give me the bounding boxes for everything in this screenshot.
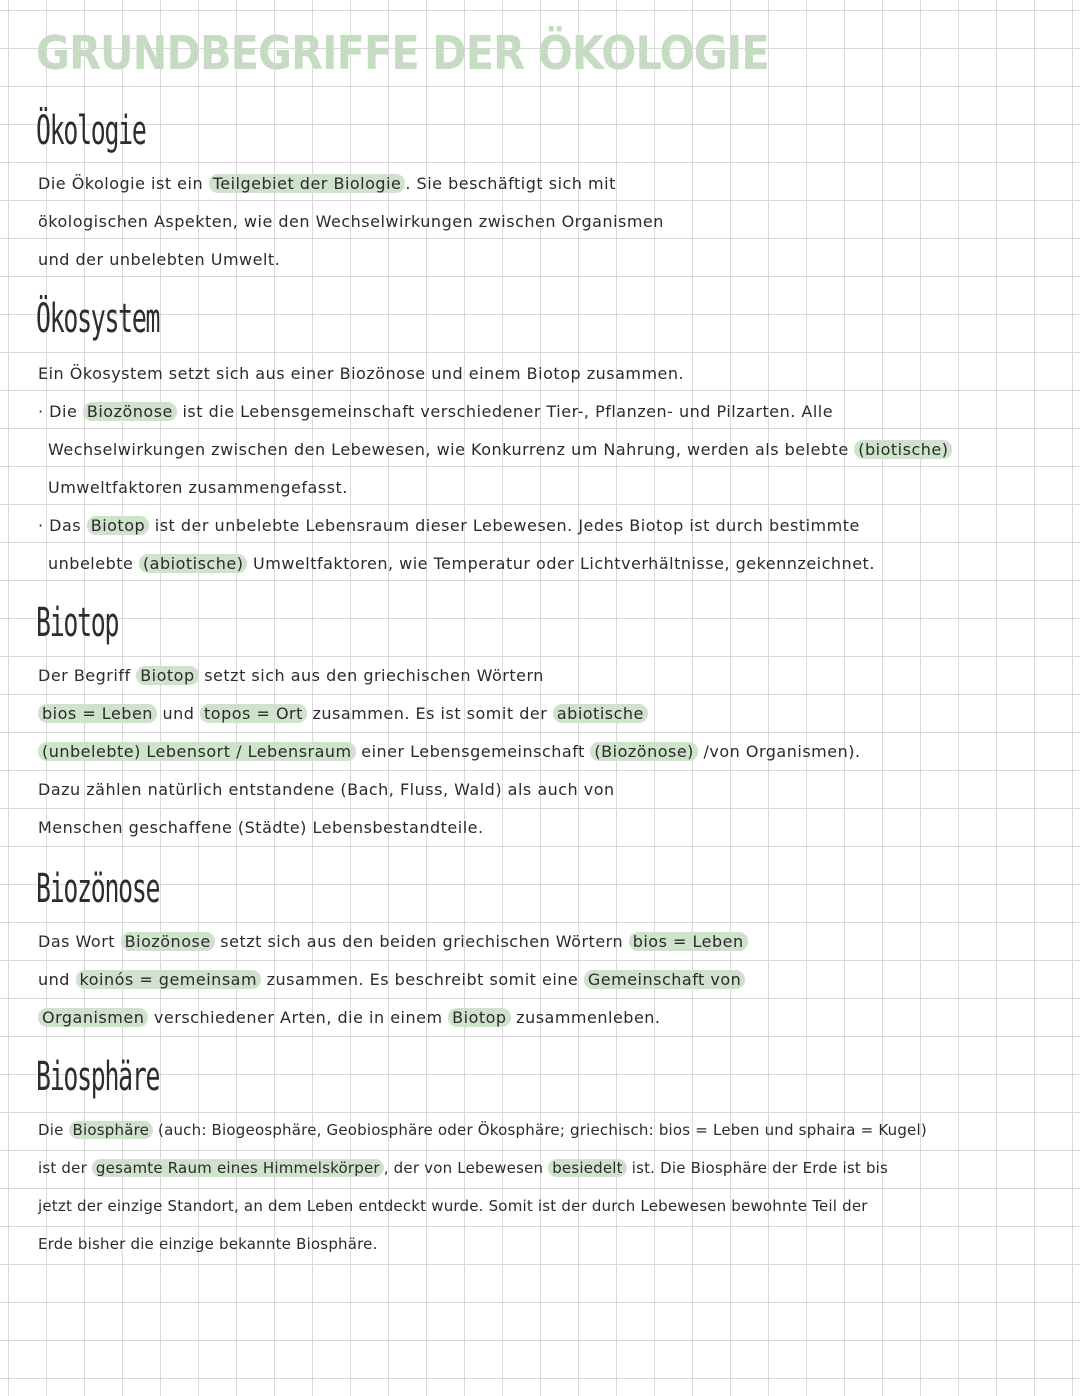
text: , der von Lebewesen — [383, 1159, 549, 1177]
text: unbelebte — [48, 554, 139, 573]
oekosystem-line-6 — [48, 554, 875, 574]
text: ist. Die Biosphäre der Erde ist bis — [626, 1159, 889, 1177]
text: ist der — [38, 1159, 92, 1177]
highlight-abiotische: abiotische — [553, 704, 648, 723]
text: ist der unbelebte Lebensraum dieser Lebewesen. Jedes Biotop ist durch bestimmte — [149, 516, 860, 535]
highlight-biotop: Biotop — [87, 516, 149, 535]
oekosystem-line-5 — [38, 516, 860, 536]
text: setzt sich aus den beiden griechischen Wörtern — [214, 932, 629, 951]
heading-oekosystem: Ökosystem — [36, 296, 160, 342]
text: zusammenleben. — [510, 1008, 661, 1027]
text: Die — [38, 1121, 69, 1139]
biozoenose-line-3 — [38, 1008, 661, 1028]
highlight-teilgebiet: Teilgebiet der Biologie — [209, 174, 406, 193]
biosphaere-line-3: jetzt der einzige Standort, an dem Leben entdeckt wurde. Somit ist der durch Lebewesen bewohnte Teil der — [38, 1197, 868, 1215]
highlight-gemeinschaft: Gemeinschaft von — [584, 970, 745, 989]
text: /von Organismen). — [697, 742, 861, 761]
highlight-bios: bios = Leben — [629, 932, 748, 951]
text: ist die Lebensgemeinschaft verschiedener Tier-, Pflanzen- und Pilzarten. Alle — [176, 402, 834, 421]
text: Wechselwirkungen zwischen den Lebewesen, wie Konkurrenz um Nahrung, werden als belebte — [48, 440, 855, 459]
text: verschiedener Arten, die in einem — [148, 1008, 449, 1027]
highlight-biozoenose: Biozönose — [83, 402, 177, 421]
highlight-topos: topos = Ort — [200, 704, 307, 723]
oekologie-line-1 — [38, 174, 616, 194]
highlight-biozoenose: Biozönose — [121, 932, 215, 951]
biosphaere-line-2 — [38, 1158, 888, 1178]
oekosystem-line-4: Umweltfaktoren zusammengefasst. — [48, 478, 348, 497]
highlight-abiotisch: (abiotische) — [139, 554, 248, 573]
text: Umweltfaktoren, wie Temperatur oder Lichtverhältnisse, gekennzeichnet. — [247, 554, 875, 573]
heading-biozoenose: Biozönose — [36, 866, 160, 912]
highlight-biotop: Biotop — [136, 666, 198, 685]
highlight-lebensort: (unbelebte) Lebensort / Lebensraum — [38, 742, 356, 761]
heading-biotop: Biotop — [36, 600, 119, 646]
highlight-biotop: Biotop — [448, 1008, 510, 1027]
text: · Das — [38, 516, 87, 535]
biotop-line-1 — [38, 666, 544, 686]
text: Das Wort — [38, 932, 121, 951]
oekosystem-line-1: Ein Ökosystem setzt sich aus einer Biozönose und einem Biotop zusammen. — [38, 364, 685, 383]
text: (auch: Biogeosphäre, Geobiosphäre oder Ökosphäre; griechisch: bios = Leben und sphaira = Kugel) — [153, 1121, 927, 1139]
biozoenose-line-2 — [38, 970, 745, 990]
highlight-organismen: Organismen — [38, 1008, 148, 1027]
page-title: GRUNDBEGRIFFE DER ÖKOLOGIE — [36, 26, 769, 80]
heading-biosphaere: Biosphäre — [36, 1054, 160, 1100]
text: und — [38, 970, 76, 989]
heading-oekologie: Ökologie — [36, 108, 146, 154]
biosphaere-line-4: Erde bisher die einzige bekannte Biosphäre. — [38, 1235, 378, 1253]
oekosystem-line-2 — [38, 402, 833, 422]
text: setzt sich aus den griechischen Wörtern — [198, 666, 544, 685]
highlight-himmelskoerper: gesamte Raum eines Himmelskörper — [92, 1159, 384, 1177]
biotop-line-2 — [38, 704, 648, 724]
text: und — [156, 704, 201, 723]
text: Die Ökologie ist ein — [38, 174, 209, 193]
text: Der Begriff — [38, 666, 137, 685]
oekosystem-line-3 — [48, 440, 952, 460]
highlight-biozoenose: (Biozönose) — [590, 742, 698, 761]
highlight-biotisch: (biotische) — [854, 440, 952, 459]
biosphaere-line-1 — [38, 1120, 927, 1140]
text: zusammen. Es ist somit der — [306, 704, 553, 723]
oekologie-line-3: und der unbelebten Umwelt. — [38, 250, 281, 269]
highlight-biosphaere: Biosphäre — [69, 1121, 154, 1139]
text: einer Lebensgemeinschaft — [355, 742, 591, 761]
oekologie-line-2: ökologischen Aspekten, wie den Wechselwirkungen zwischen Organismen — [38, 212, 664, 231]
text: · Die — [38, 402, 83, 421]
biotop-line-5: Menschen geschaffene (Städte) Lebensbestandteile. — [38, 818, 484, 837]
text: . Sie beschäftigt sich mit — [405, 174, 616, 193]
highlight-koinos: koinós = gemeinsam — [76, 970, 262, 989]
highlight-bios: bios = Leben — [38, 704, 157, 723]
highlight-besiedelt: besiedelt — [548, 1159, 627, 1177]
biotop-line-4: Dazu zählen natürlich entstandene (Bach, Fluss, Wald) als auch von — [38, 780, 615, 799]
biozoenose-line-1 — [38, 932, 748, 952]
biotop-line-3 — [38, 742, 861, 762]
text: zusammen. Es beschreibt somit eine — [261, 970, 584, 989]
